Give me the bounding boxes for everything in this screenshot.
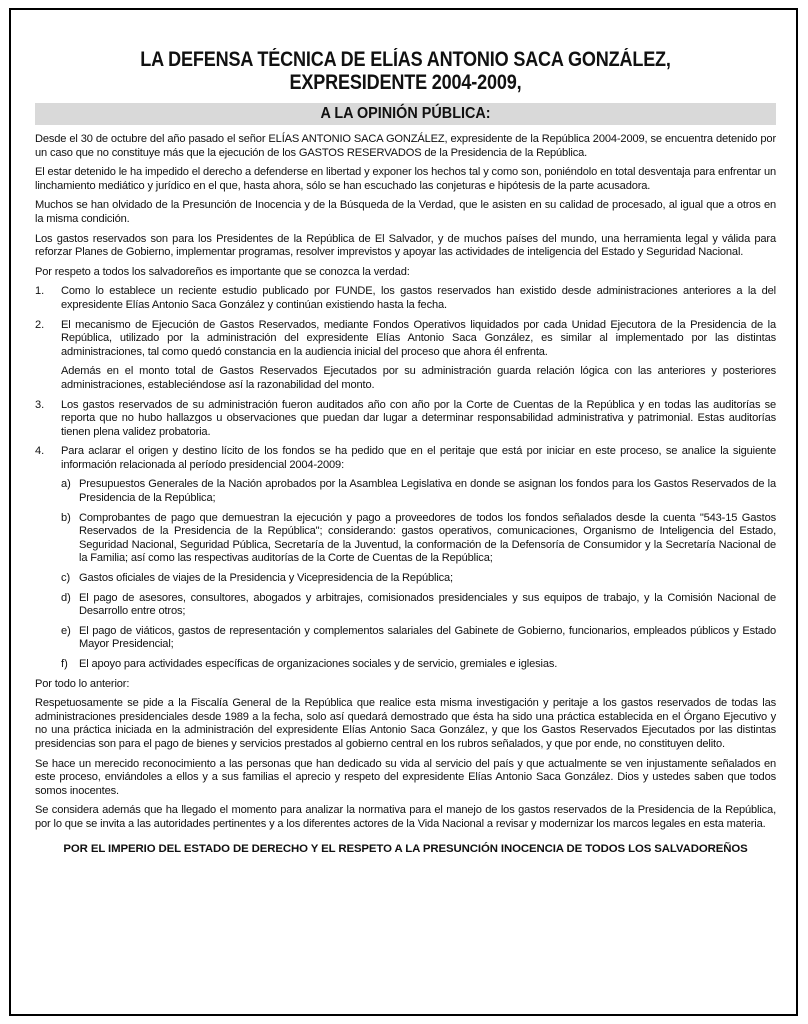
subtitle-text: A LA OPINIÓN PÚBLICA: xyxy=(320,105,491,122)
document-content xyxy=(35,48,776,856)
item-number: 2. xyxy=(35,318,45,331)
item-letter: d) xyxy=(61,591,71,604)
lettered-sublist xyxy=(61,478,776,671)
item-letter: b) xyxy=(61,511,71,524)
lettered-item-text: El apoyo para actividades específicas de organizaciones sociales y de servicio, gremiales e iglesias. xyxy=(79,658,558,670)
item-paragraph: Además en el monto total de Gastos Reservados Ejecutados por su administración guarda relación lógica con las anteriores y posteriores administraciones, estableciéndose así la razonabilidad del monto. xyxy=(61,365,776,391)
item-number: 1. xyxy=(35,285,45,298)
lettered-item xyxy=(61,658,776,672)
closing-paragraph: Se hace un merecido reconocimiento a las personas que han dedicado su vida al servicio del país y que actualmente se ven injustamente señalados en este proceso, enviándoles a ellos y a sus familias el aprecio y respeto del expresidente Elías Antonio Saca González. Dios y ustedes saben que todos somos inocentes. xyxy=(35,757,776,797)
item-paragraph: El mecanismo de Ejecución de Gastos Reservados, mediante Fondos Operativos liquidados por cada Unidad Ejecutora de la Presidencia de la República, utilizado por la administración del expresidente Elías Antonio Saca González, es similar al implementado por las distintas administraciones, tal como quedó constancia en la audiencia inicial del proceso que ahora él enfrenta. xyxy=(61,318,776,358)
closing-slogan: POR EL IMPERIO DEL ESTADO DE DERECHO Y EL RESPETO A LA PRESUNCIÓN INOCENCIA DE TODOS LOS SALVADOREÑOS xyxy=(63,842,748,855)
numbered-item xyxy=(35,399,776,440)
item-letter: e) xyxy=(61,624,71,637)
numbered-item xyxy=(35,319,776,393)
press-release-page xyxy=(9,8,798,1016)
closing-paragraph: Respetuosamente se pide a la Fiscalía General de la República que realice esta misma investigación y peritaje a los gastos reservados de todas las administraciones presidenciales desde 1989 a la fecha, solo así quedará demostrado que ésta ha sido una práctica establecida en el Órgano Ejecutivo y no una práctica iniciada en la administración del expresidente Elías Antonio Saca González, y que los Gastos Reservados Ejecutados por las distintas presidencias son para el pago de bienes y servicios prestados al gobierno central en los rubros señalados, y que por ende, no constituyen delito. xyxy=(35,697,776,750)
intro-paragraph: El estar detenido le ha impedido el derecho a defenderse en libertad y exponer los hechos tal y como son, poniéndolo en total desventaja para enfrentar un linchamiento mediático y jurídico en el que, hasta ahora, sólo se han escuchado las conjeturas e hipótesis de la parte acusadora. xyxy=(35,166,776,192)
item-paragraph: Para aclarar el origen y destino lícito de los fondos se ha pedido que en el peritaje que está por iniciar en este proceso, se analice la siguiente información relacionada al período presidencial 2004-2009: xyxy=(61,445,776,471)
closing-paragraph: Por todo lo anterior: xyxy=(35,677,130,690)
numbered-item xyxy=(35,445,776,671)
lettered-item xyxy=(61,592,776,619)
item-number: 3. xyxy=(35,398,45,411)
title-line-1: LA DEFENSA TÉCNICA DE ELÍAS ANTONIO SACA GONZÁLEZ, xyxy=(140,48,671,71)
lettered-item-text: Presupuestos Generales de la Nación aprobados por la Asamblea Legislativa en donde se asignan los fondos para los Gastos Reservados de la Presidencia de la República; xyxy=(79,478,776,505)
lettered-item-text: El pago de asesores, consultores, abogados y arbitrajes, comisionados presidenciales y sus equipos de trabajo, y la Comisión Nacional de Desarrollo entre otros; xyxy=(79,591,776,618)
title-line-2: EXPRESIDENTE 2004-2009, xyxy=(289,71,522,94)
closing-paragraph: Se considera además que ha llegado el momento para analizar la normativa para el manejo de los gastos reservados de la Presidencia de la República, por lo que se invita a las autoridades pertinentes y a los diferentes actores de la Vida Nacional a revisar y modernizar los marcos legales en esta materia. xyxy=(35,804,776,830)
numbered-list xyxy=(35,285,776,671)
lettered-item-text: Gastos oficiales de viajes de la Presidencia y Vicepresidencia de la República; xyxy=(79,572,453,585)
item-paragraph: Los gastos reservados de su administración fueron auditados año con año por la Corte de Cuentas de la República y en todas las auditorías se reporta que no hubo hallazgos u observaciones que puedan dar lugar a determinar responsabilidad administrativa y patrimonial. Estas auditorías tienen plena validez probatoria. xyxy=(61,398,776,438)
intro-paragraph: Por respeto a todos los salvadoreños es importante que se conozca la verdad: xyxy=(35,265,410,278)
item-letter: c) xyxy=(61,572,71,585)
document-title xyxy=(87,48,724,94)
lettered-item xyxy=(61,478,776,505)
item-letter: f) xyxy=(61,658,68,670)
intro-paragraph: Los gastos reservados son para los Presidentes de la República de El Salvador, y de muchos países del mundo, una herramienta legal y válida para reforzar Planes de Gobierno, implementar programas, resolver imprevistos y apoyar las actividades de inteligencia del Estado y Seguridad Nacional. xyxy=(35,232,776,259)
lettered-item-text: El pago de viáticos, gastos de representación y complementos salariales del Gabinete de Gobierno, funcionarios, empleados públicos y Estado Mayor Presidencial; xyxy=(79,624,776,651)
item-number: 4. xyxy=(35,445,45,458)
item-paragraph: Como lo establece un reciente estudio publicado por FUNDE, los gastos reservados han existido desde administraciones anteriores a la del expresidente Elías Antonio Saca González y continúan existiendo hasta la fecha. xyxy=(61,285,776,311)
subtitle-banner xyxy=(35,103,776,125)
item-letter: a) xyxy=(61,478,71,491)
intro-paragraph: Desde el 30 de octubre del año pasado el señor ELÍAS ANTONIO SACA GONZÁLEZ, expresidente de la República 2004-2009, se encuentra detenido por un caso que no constituye más que la ejecución de los GASTOS RESERVADOS de la Presidencia de la República. xyxy=(35,133,776,159)
lettered-item-text: Comprobantes de pago que demuestran la ejecución y pago a proveedores de todos los fondos señalados desde la cuenta "543-15 Gastos Reservados de la Presidencia de la República"; considerando: gastos operativos, comunicaciones, Organismo de Inteligencia del Estado, Seguridad Nacional, Seguridad Pública, Secretaría de la Juventud, la conformación de la Defensoría de Consumidor y la Secretaría Nacional de la Familia; así como las respectivas auditorías de la Corte de Cuentas de la República; xyxy=(79,511,776,565)
numbered-item xyxy=(35,285,776,312)
lettered-item xyxy=(61,512,776,566)
lettered-item xyxy=(61,572,776,586)
intro-paragraph: Muchos se han olvidado de la Presunción de Inocencia y de la Búsqueda de la Verdad, que le asisten en su calidad de procesado, al igual que a otros en la misma condición. xyxy=(35,199,776,225)
lettered-item xyxy=(61,625,776,652)
